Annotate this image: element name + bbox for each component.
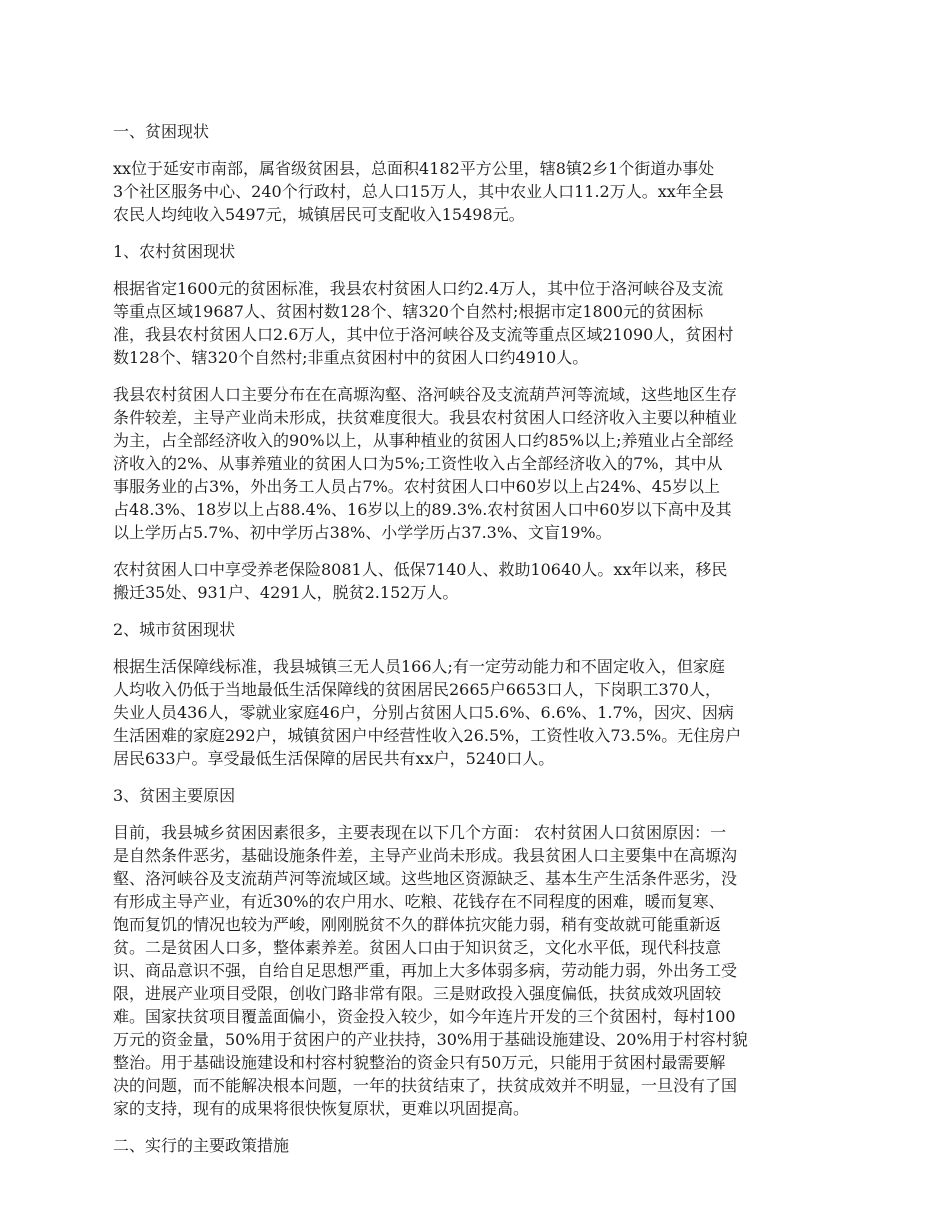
paragraph-line: 目前，我县城乡贫困因素很多，主要表现在以下几个方面： 农村贫困人口贫困原因：一	[113, 823, 727, 842]
paragraph-line: 家的支持，现有的成果将很快恢复原状，更难以巩固提高。	[113, 1099, 530, 1118]
body-paragraph	[113, 277, 837, 369]
paragraph-line: 事服务业的占3%，外出务工人员占7%。农村贫困人口中60岁以上占24%、45岁以上	[113, 477, 721, 496]
paragraph-line: xx位于延安市南部，属省级贫困县，总面积4182平方公里，辖8镇2乡1个街道办事处	[113, 159, 715, 178]
paragraph-line: 为主，占全部经济收入的90%以上，从事种植业的贫困人口约85%以上;养殖业占全部经	[113, 431, 734, 450]
section-heading: 1、农村贫困现状	[113, 242, 236, 261]
paragraph-line: 生活困难的家庭292户，城镇贫困户中经营性收入26.5%，工资性收入73.5%。无住房户	[113, 726, 742, 745]
paragraph-line: 饱而复饥的情况也较为严峻，刚刚脱贫不久的群体抗灾能力弱，稍有变故就可能重新返	[113, 915, 722, 934]
paragraph-line: 失业人员436人，零就业家庭46户，分别占贫困人口5.6%、6.6%、1.7%，因灾、因病	[113, 703, 734, 722]
paragraph-line: 人均收入仍低于当地最低生活保障线的贫困居民2665户6653口人，下岗职工370人，	[113, 680, 721, 699]
paragraph-line: 居民633户。享受最低生活保障的居民共有xx户，5240口人。	[113, 749, 555, 768]
paragraph-line: 搬迁35处、931户、4291人，脱贫2.152万人。	[113, 583, 459, 602]
section-heading: 3、贫困主要原因	[113, 786, 236, 805]
paragraph-line: 等重点区域19687人、贫困村数128个、辖320个自然村;根据市定1800元的贫困标	[113, 302, 704, 321]
paragraph-line: 济收入的2%、从事养殖业的贫困人口为5%;工资性收入占全部经济收入的7%，其中从	[113, 454, 723, 473]
paragraph-line: 条件较差，主导产业尚未形成，扶贫难度很大。我县农村贫困人口经济收入主要以种植业	[113, 408, 738, 427]
paragraph-line: 农民人均纯收入5497元，城镇居民可支配收入15498元。	[113, 205, 525, 224]
paragraph-line: 限，进展产业项目受限，创收门路非常有限。三是财政投入强度偏低，扶贫成效巩固较	[113, 984, 722, 1003]
body-paragraph	[113, 157, 837, 226]
paragraph-line: 我县农村贫困人口主要分布在在高塬沟壑、洛河峡谷及支流葫芦河等流域，这些地区生存	[113, 385, 738, 404]
paragraph-line: 万元的资金量，50%用于贫困户的产业扶持，30%用于基础设施建设、20%用于村容村貌	[113, 1030, 748, 1049]
body-paragraph	[113, 558, 837, 604]
document-page	[113, 120, 837, 1171]
paragraph-line: 根据省定1600元的贫困标准，我县农村贫困人口约2.4万人，其中位于洛河峡谷及支流	[113, 279, 724, 298]
paragraph-line: 数128个、辖320个自然村;非重点贫困村中的贫困人口约4910人。	[113, 348, 589, 367]
paragraph-line: 识、商品意识不强，自给自足思想严重，再加上大多体弱多病，劳动能力弱，外出务工受	[113, 961, 738, 980]
paragraph-line: 决的问题，而不能解决根本问题，一年的扶贫结束了，扶贫成效并不明显，一旦没有了国	[113, 1076, 738, 1095]
paragraph-line: 根据生活保障线标准，我县城镇三无人员166人;有一定劳动能力和不固定收入，但家庭	[113, 657, 725, 676]
paragraph-line: 壑、洛河峡谷及支流葫芦河等流域区域。这些地区资源缺乏、基本生产生活条件恶劣，没	[113, 869, 738, 888]
paragraph-line: 3个社区服务中心、240个行政村，总人口15万人，其中农业人口11.2万人。xx年全县	[113, 182, 724, 201]
section-heading: 2、城市贫困现状	[113, 620, 236, 639]
paragraph-line: 农村贫困人口中享受养老保险8081人、低保7140人、救助10640人。xx年以来，移民	[113, 560, 728, 579]
section-heading: 一、贫困现状	[113, 122, 210, 141]
body-paragraph	[113, 383, 837, 544]
body-paragraph	[113, 655, 837, 770]
paragraph-line: 难。国家扶贫项目覆盖面偏小，资金投入较少，如今年连片开发的三个贫困村，每村100	[113, 1007, 736, 1026]
paragraph-line: 是自然条件恶劣，基础设施条件差，主导产业尚未形成。我县贫困人口主要集中在高塬沟	[113, 846, 738, 865]
section-heading: 二、实行的主要政策措施	[113, 1136, 290, 1155]
paragraph-line: 有形成主导产业，有近30%的农户用水、吃粮、花钱存在不同程度的困难，暖而复寒、	[113, 892, 725, 911]
paragraph-line: 整治。用于基础设施建设和村容村貌整治的资金只有50万元，只能用于贫困村最需要解	[113, 1053, 726, 1072]
paragraph-line: 占48.3%、18岁以上占88.4%、16岁以上的89.3%.农村贫困人口中60岁以下高中及其	[113, 500, 732, 519]
paragraph-line: 以上学历占5.7%、初中学历占38%、小学学历占37.3%、文盲19%。	[113, 523, 612, 542]
paragraph-line: 贫。二是贫困人口多，整体素养差。贫困人口由于知识贫乏，文化水平低，现代科技意	[113, 938, 722, 957]
body-paragraph	[113, 821, 837, 1120]
paragraph-line: 准，我县农村贫困人口2.6万人，其中位于洛河峡谷及支流等重点区域21090人，贫困村	[113, 325, 734, 344]
